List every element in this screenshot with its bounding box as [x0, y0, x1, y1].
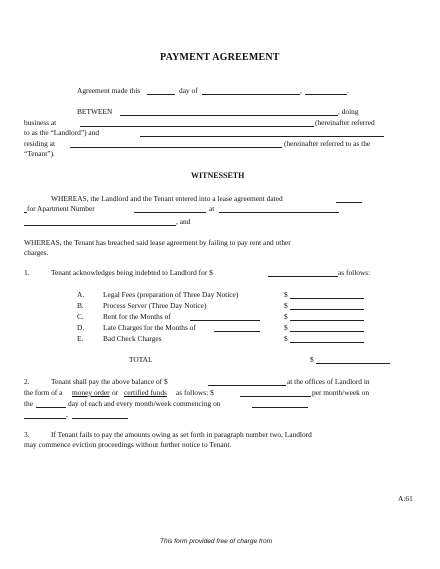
subitem-dollar: $: [284, 312, 288, 321]
installment-amount-blank[interactable]: [240, 396, 311, 397]
hereinafter-tenant-label: (hereinafter referred to as the: [284, 139, 371, 148]
whereas2-line2: charges.: [24, 248, 49, 257]
item2-form-of: the form of a: [24, 388, 63, 397]
item2-line1-a: Tenant shall pay the above balance of $: [51, 377, 168, 386]
legal-fees-amount-blank[interactable]: [290, 298, 364, 299]
intro-day-of: day of: [179, 86, 198, 95]
item1-number: 1.: [24, 268, 30, 277]
item2-or: or: [112, 388, 119, 397]
item2-per-month: per month/week on: [312, 388, 370, 397]
doing-label: , doing: [338, 107, 359, 116]
form-code: A:61: [398, 494, 413, 503]
witnesseth-heading: WITNESSETH: [191, 171, 245, 180]
subitem-dollar: $: [284, 290, 288, 299]
whereas1-and: , and: [176, 217, 191, 226]
item2-number: 2.: [24, 377, 30, 386]
total-label: TOTAL: [129, 355, 153, 364]
money-order-option[interactable]: money order: [72, 388, 110, 397]
certified-funds-option[interactable]: certified funds: [124, 388, 167, 397]
late-charges-months-blank[interactable]: [214, 331, 260, 332]
subitem-letter: A.: [77, 290, 85, 299]
intro-made-this: Agreement made this: [77, 86, 141, 95]
item2-line1-b: at the offices of Landlord in: [287, 377, 370, 386]
apartment-address-blank[interactable]: [219, 212, 339, 213]
whereas1-line1: WHEREAS, the Landlord and the Tenant entered into a lease agreement dated: [51, 194, 283, 203]
tenant-address-blank[interactable]: [70, 147, 282, 148]
item3-line1: If Tenant fails to pay the amounts owing as set forth in paragraph number two, Landlord: [51, 430, 312, 439]
subitem-label: Bad Check Charges: [103, 334, 162, 343]
item3-line2: may commence eviction proceedings without further notice to Tenant.: [24, 440, 232, 449]
apartment-number-blank[interactable]: [134, 212, 206, 213]
between-label: BETWEEN: [77, 107, 113, 116]
residing-at-label: residing at: [24, 139, 55, 148]
tenant-close-label: “Tenant”).: [24, 149, 55, 158]
total-amount-blank[interactable]: [316, 363, 390, 364]
apartment-at-label: at: [209, 204, 215, 213]
process-server-amount-blank[interactable]: [290, 309, 364, 310]
whereas2-line1: WHEREAS, the Tenant has breached said lease agreement by failing to pay rent and other: [24, 238, 291, 247]
business-address-blank[interactable]: [80, 126, 314, 127]
subitem-dollar: $: [284, 323, 288, 332]
balance-amount-blank[interactable]: [208, 385, 286, 386]
commencing-year-blank[interactable]: [24, 418, 66, 419]
item1-text: Tenant acknowledges being indebted to Landlord for $: [51, 268, 213, 277]
document-title: PAYMENT AGREEMENT: [160, 52, 280, 63]
commencing-date-blank[interactable]: [252, 407, 308, 408]
item2-day-of-each: day of each and every month/week commencing on: [68, 399, 221, 408]
item3-number: 3.: [24, 430, 30, 439]
subitem-dollar: $: [284, 334, 288, 343]
total-dollar: $: [310, 355, 314, 364]
rent-months-blank[interactable]: [190, 320, 260, 321]
item1-as-follows: as follows:: [338, 268, 371, 277]
landlord-and-label: to as the “Landlord”) and: [24, 128, 100, 137]
intro-period: .: [347, 86, 349, 95]
month-blank[interactable]: [202, 94, 300, 95]
bad-check-amount-blank[interactable]: [290, 342, 364, 343]
subitem-label: Rent for the Months of: [103, 312, 171, 321]
footer-note: This form provided free of charge from: [160, 538, 273, 545]
subitem-label: Process Server (Three Day Notice): [103, 301, 207, 310]
subitem-letter: B.: [77, 301, 84, 310]
subitem-dollar: $: [284, 301, 288, 310]
payment-day-blank[interactable]: [36, 407, 66, 408]
day-blank[interactable]: [147, 94, 175, 95]
subitem-letter: C.: [77, 312, 84, 321]
hereinafter-referred-label: (hereinafter referred: [315, 118, 375, 127]
subitem-letter: E.: [77, 334, 84, 343]
business-at-label: business at: [24, 118, 57, 127]
for-apartment-label: for Apartment Number: [27, 204, 95, 213]
year-blank[interactable]: [305, 94, 347, 95]
apartment-address-line2-blank[interactable]: [24, 225, 176, 226]
subitem-label: Late Charges for the Months of: [103, 323, 196, 332]
item2-the: the: [24, 399, 34, 408]
intro-comma: ,: [300, 86, 302, 95]
tenant-name-blank[interactable]: [140, 136, 384, 137]
lease-date-blank[interactable]: [336, 202, 362, 203]
item2-as-follows: as follows: $: [176, 388, 214, 397]
landlord-name-blank[interactable]: [120, 115, 338, 116]
commencing-extra-blank[interactable]: [72, 418, 128, 419]
subitem-label: Legal Fees (preparation of Three Day Notice): [103, 290, 239, 299]
item2-comma: ,: [66, 410, 68, 419]
late-charges-amount-blank[interactable]: [290, 331, 364, 332]
rent-amount-blank[interactable]: [290, 320, 364, 321]
indebted-amount-blank[interactable]: [268, 276, 338, 277]
subitem-letter: D.: [77, 323, 85, 332]
